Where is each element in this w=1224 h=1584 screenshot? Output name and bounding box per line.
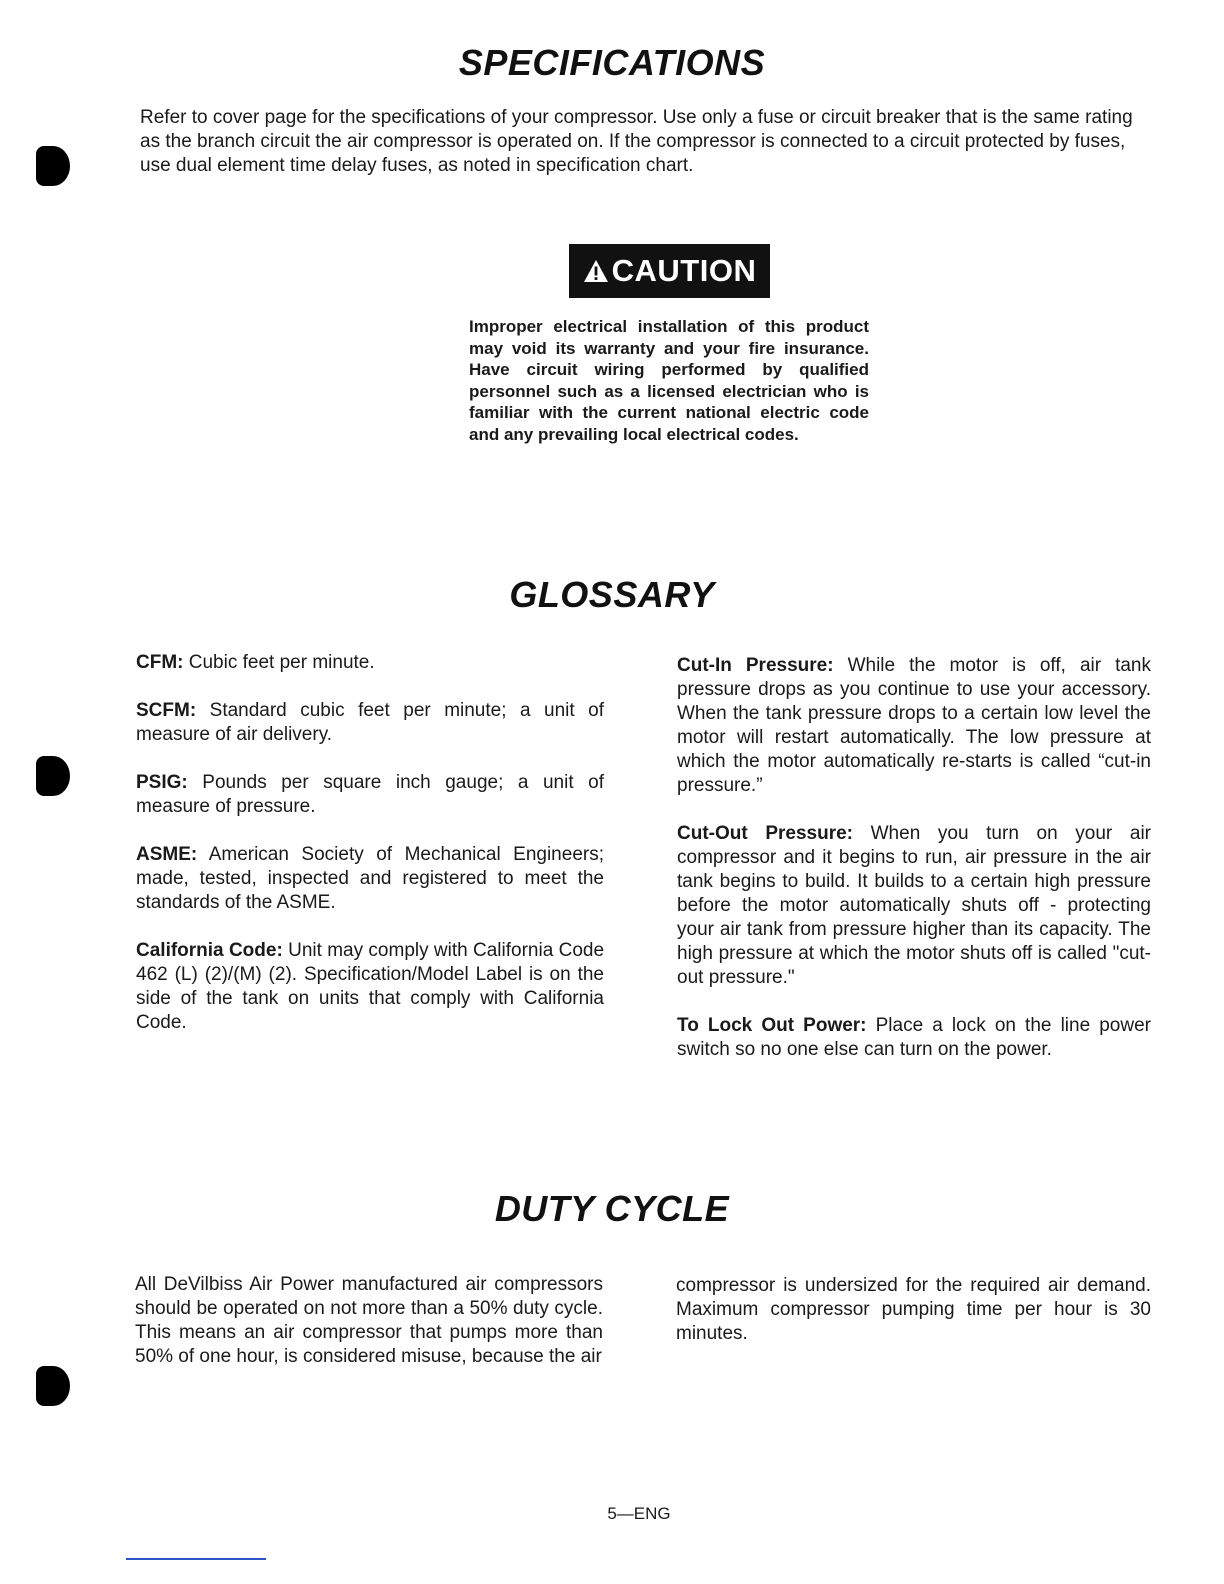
punch-hole-icon	[36, 146, 70, 186]
punch-hole-icon	[36, 1366, 70, 1406]
glossary-entry-california-code	[136, 939, 604, 1035]
page-number: 5—ENG	[607, 1504, 671, 1523]
glossary-term: Cut-In Pressure:	[677, 655, 834, 676]
glossary-definition: When you turn on your air compressor and it begins to run, air pressure in the air tank begins to build. It builds to a certain high pressure before the motor automatically shuts off - protecting your air tank from pressure higher than its capacity. The high pressure at which the motor shuts off is called "cut-out pressure."	[677, 823, 1151, 988]
glossary-definition: Unit may comply with California Code 462 (L) (2)/(M) (2). Specification/Model Label is on the side of the tank on units that comply with California Code.	[136, 940, 605, 1033]
duty-cycle-left-paragraph: All DeVilbiss Air Power manufactured air compressors should be operated on not more than a 50% duty cycle. This means an air compressor that pumps more than 50% of one hour, is considered misuse, because the air	[135, 1274, 603, 1367]
glossary-term: CFM:	[136, 652, 184, 673]
glossary-entry-asme	[136, 843, 604, 915]
specifications-paragraph: Refer to cover page for the specifications of your compressor. Use only a fuse or circuit breaker that is the same rating as the branch circuit the air compressor is operated on. If the compressor is connected to a circuit protected by fuses, use dual element time delay fuses, as noted in specification chart.	[140, 107, 1133, 176]
glossary-entry-scfm	[136, 699, 604, 747]
glossary-entry-cfm	[136, 651, 604, 675]
punch-hole-icon	[36, 756, 70, 796]
glossary-term: Cut-Out Pressure:	[677, 823, 853, 844]
footer-rule	[126, 1558, 266, 1560]
glossary-definition: American Society of Mechanical Engineers; made, tested, inspected and registered to meet the standards of the ASME.	[136, 844, 604, 913]
glossary-definition: While the motor is off, air tank pressure drops as you continue to use your accessory. When the tank pressure drops to a certain low level the motor will restart automatically. The low pressure at which the motor automatically re-starts is called “cut-in pressure.”	[677, 655, 1151, 796]
glossary-term: To Lock Out Power:	[677, 1015, 867, 1036]
glossary-term: SCFM:	[136, 700, 197, 721]
caution-label: CAUTION	[611, 253, 757, 288]
glossary-definition: Cubic feet per minute.	[188, 652, 375, 673]
glossary-term: ASME:	[136, 844, 198, 865]
glossary-term: PSIG:	[136, 772, 188, 793]
glossary-entry-lock-out-power	[677, 1014, 1151, 1062]
glossary-right-column	[677, 654, 1151, 1086]
glossary-entry-cut-in-pressure	[677, 654, 1151, 798]
glossary-heading: GLOSSARY	[509, 574, 715, 615]
caution-badge	[569, 244, 770, 298]
warning-triangle-icon	[583, 259, 609, 283]
glossary-entry-psig	[136, 771, 604, 819]
specifications-heading: SPECIFICATIONS	[458, 42, 766, 83]
duty-cycle-right-paragraph: compressor is undersized for the required air demand. Maximum compressor pumping time per hour is 30 minutes.	[676, 1275, 1151, 1344]
glossary-left-column	[136, 651, 604, 1059]
glossary-definition: Pounds per square inch gauge; a unit of measure of pressure.	[136, 772, 604, 817]
glossary-definition: Standard cubic feet per minute; a unit of measure of air delivery.	[136, 700, 604, 745]
glossary-definition: Place a lock on the line power switch so no one else can turn on the power.	[677, 1015, 1151, 1060]
glossary-entry-cut-out-pressure	[677, 822, 1151, 990]
caution-text: Improper electrical installation of this product may void its warranty and your fire insurance. Have circuit wiring performed by qualified personnel such as a licensed electrician who is familiar with the current national electric code and any prevailing local electrical codes.	[469, 317, 869, 444]
duty-cycle-heading: DUTY CYCLE	[494, 1188, 730, 1229]
glossary-term: California Code:	[136, 940, 283, 961]
